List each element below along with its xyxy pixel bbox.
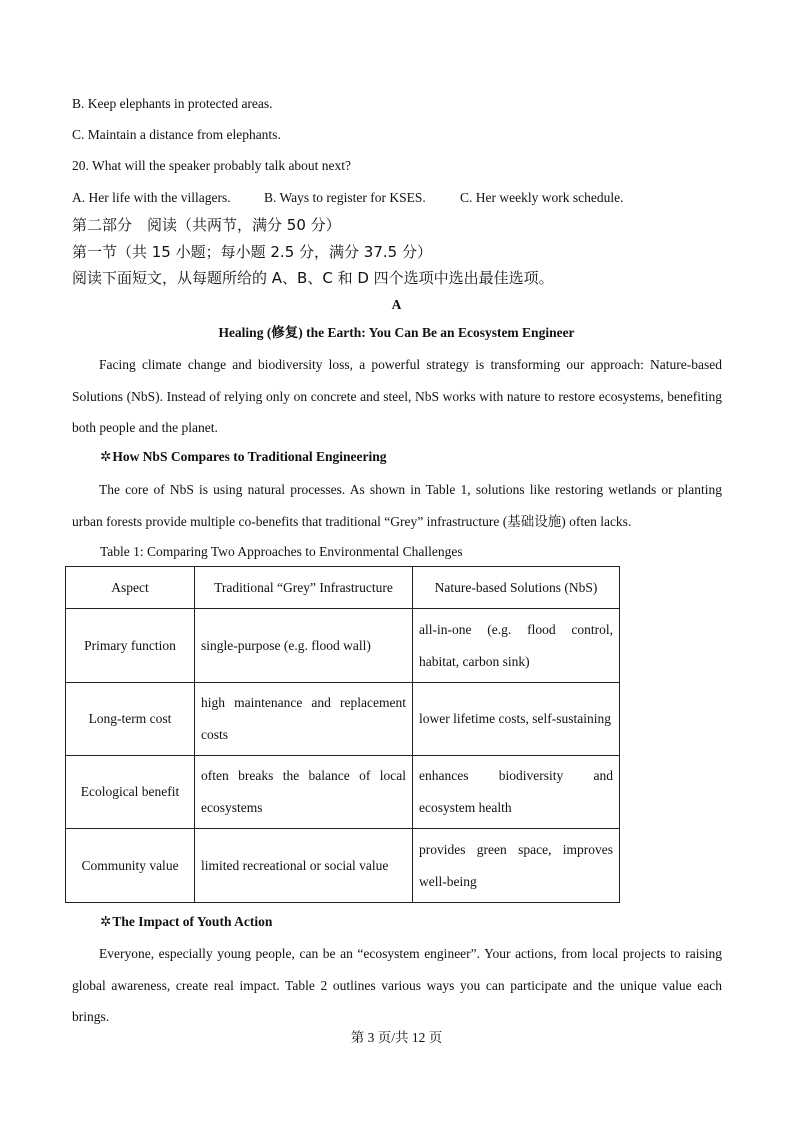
table-row — [66, 683, 620, 756]
table-cell: all-in-one (e.g. flood control, habitat, carbon sink) — [413, 609, 620, 683]
table-row — [66, 756, 620, 829]
table-cell: Community value — [66, 829, 195, 903]
table-cell: enhances biodiversity and ecosystem health — [413, 756, 620, 829]
table-header-cell: Nature-based Solutions (NbS) — [413, 567, 620, 609]
q20-option-b: B. Ways to register for KSES. — [264, 190, 426, 205]
comparison-table — [65, 566, 620, 903]
table-cell: provides green space, improves well-being — [413, 829, 620, 903]
table-header-row — [66, 567, 620, 609]
question-20: 20. What will the speaker probably talk about next? — [72, 158, 352, 173]
table-cell: limited recreational or social value — [195, 829, 413, 903]
table-cell: Ecological benefit — [66, 756, 195, 829]
table-caption: Table 1: Comparing Two Approaches to Environmental Challenges — [100, 544, 463, 559]
passage-letter: A — [391, 297, 402, 312]
table-cell: Long-term cost — [66, 683, 195, 756]
reading-instruction: 阅读下面短文，从每题所给的 A、B、C 和 D 四个选项中选出最佳选项。 — [72, 269, 554, 287]
part-two-heading: 第二部分 阅读（共两节，满分 50 分） — [72, 216, 341, 234]
table-header-cell: Traditional “Grey” Infrastructure — [195, 567, 413, 609]
page-number: 第 3 页/共 12 页 — [350, 1030, 443, 1045]
paragraph-2: The core of NbS is using natural processes. As shown in Table 1, solutions like restoring wetlands or planting urban forests provide multiple co-benefits that traditional “Grey” infrastructure (基础设施) often lacks. — [72, 482, 722, 529]
table-header-cell: Aspect — [66, 567, 195, 609]
table-cell: high maintenance and replacement costs — [195, 683, 413, 756]
table-row — [66, 829, 620, 903]
listening-option-c: C. Maintain a distance from elephants. — [72, 127, 281, 142]
section-heading-comparison: ✲How NbS Compares to Traditional Engineering — [100, 449, 387, 465]
table-cell: often breaks the balance of local ecosystems — [195, 756, 413, 829]
q20-option-c: C. Her weekly work schedule. — [460, 190, 624, 205]
listening-option-b: B. Keep elephants in protected areas. — [72, 96, 273, 111]
paragraph-1: Facing climate change and biodiversity loss, a powerful strategy is transforming our approach: Nature-based Solutions (NbS). Instead of relying only on concrete and steel, NbS works with nature to restore ecosystems, benefiting both people and the planet. — [72, 357, 722, 435]
table-row — [66, 609, 620, 683]
table-cell: single-purpose (e.g. flood wall) — [195, 609, 413, 683]
flower-bullet-icon: ✲ — [100, 449, 112, 465]
question-20-options — [72, 188, 623, 208]
table-cell: lower lifetime costs, self-sustaining — [413, 683, 620, 756]
passage-title: Healing (修复) the Earth: You Can Be an Ecosystem Engineer — [218, 325, 575, 340]
q20-option-a: A. Her life with the villagers. — [72, 190, 231, 205]
paragraph-3: Everyone, especially young people, can be an “ecosystem engineer”. Your actions, from local projects to raising global awareness, create real impact. Table 2 outlines various ways you can participate and the unique value each brings. — [72, 946, 722, 1024]
flower-bullet-icon: ✲ — [100, 914, 112, 930]
section-heading-youth: ✲The Impact of Youth Action — [100, 914, 273, 930]
table-cell: Primary function — [66, 609, 195, 683]
section-one-heading: 第一节（共 15 小题；每小题 2.5 分，满分 37.5 分） — [72, 243, 432, 261]
